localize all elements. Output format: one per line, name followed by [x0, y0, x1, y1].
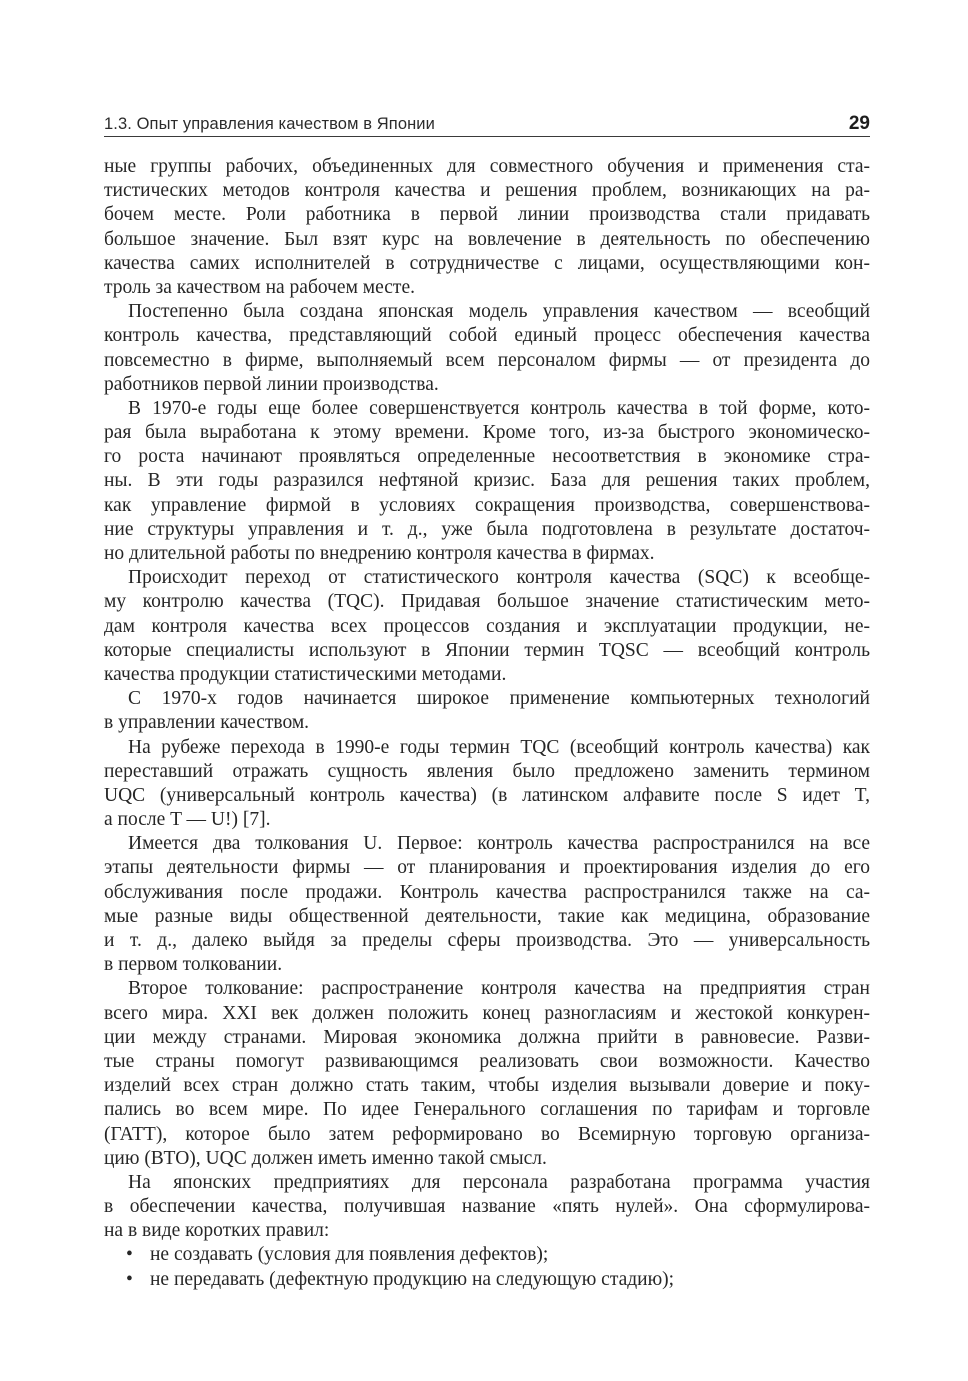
text-line: пались во всем мире. По идее Генерального соглашения по тарифам и торговле: [104, 1099, 870, 1121]
text-line: но длительной работы по внедрению контроля качества в фирмах.: [104, 543, 655, 564]
text-line: в первом толковании.: [104, 954, 283, 976]
text-line: этапы деятельности фирмы — от планирования и проектирования изделия до его: [104, 857, 870, 879]
text-line: (ГАТТ), которое было затем реформировано во Всемирную торговую организа-: [104, 1123, 870, 1145]
text-line: работников первой линии производства.: [104, 373, 439, 395]
text-line: ние структуры управления и т. д., уже была подготовлена в результате достаточ-: [104, 518, 870, 540]
paragraph: [104, 736, 870, 833]
text-line: тистических методов контроля качества и решения проблем, возникающих на ра-: [104, 180, 870, 202]
paragraph: [104, 397, 870, 566]
text-line: на в виде коротких правил:: [104, 1220, 330, 1242]
text-line: UQC (универсальный контроль качества) (в латинском алфавите после S идет T,: [104, 784, 870, 806]
text-line: обслуживания после продажи. Контроль качества распространился также на са-: [104, 881, 870, 903]
text-line: На японских предприятиях для персонала разработана программа участия: [128, 1171, 870, 1193]
text-line: и т. д., далеко выйдя за пределы сферы производства. Это — универсальность: [104, 930, 870, 951]
text-line: в обеспечении качества, получившая название «пять нулей». Она сформулирова-: [104, 1196, 870, 1218]
text-line: Имеется два толкования U. Первое: контроль качества распространился на все: [128, 833, 870, 855]
bullet-icon: •: [126, 1244, 133, 1266]
text-line: дам контроля качества всех процессов создания и эксплуатации продукции, не-: [104, 615, 870, 637]
list-item: [104, 1268, 870, 1292]
paragraph: [104, 155, 870, 300]
text-line: го роста начинают проявляться определенные несоответствия в экономике стра-: [104, 446, 870, 468]
text-line: Второе толкование: распространение контроля качества на предприятия стран: [128, 978, 870, 1000]
text-line: рая была выработана к этому времени. Кроме того, из-за быстрого экономическо-: [104, 422, 870, 444]
page-number: 29: [848, 113, 870, 134]
text-line: цию (ВТО), UQC должен иметь именно такой смысл.: [104, 1147, 547, 1169]
text-line: качества продукции статистическими методами.: [104, 663, 507, 685]
text-line: тые страны помогут развивающимся реализовать свои возможности. Качество: [104, 1050, 870, 1072]
text-line: Происходит переход от статистического контроля качества (SQC) к всеобще-: [128, 567, 870, 589]
running-header: [104, 113, 870, 137]
text-line: Постепенно была создана японская модель управления качеством — всеобщий: [128, 301, 870, 323]
text-line: а после T — U!) [7].: [104, 809, 271, 831]
paragraph: [104, 687, 870, 735]
text-line: бочем месте. Роли работника в первой линии производства стали придавать: [104, 204, 870, 226]
text-line: С 1970-х годов начинается широкое применение компьютерных технологий: [128, 688, 870, 710]
text-line: В 1970-е годы еще более совершенствуется контроль качества в той форме, кото-: [128, 397, 870, 419]
running-title: 1.3. Опыт управления качеством в Японии: [104, 115, 435, 133]
text-line: всего мира. XXI век должен положить конец разногласиям и жестокой конкурен-: [104, 1002, 870, 1024]
paragraph: [104, 832, 870, 977]
bullet-list: [104, 1243, 870, 1291]
bullet-icon: •: [126, 1268, 133, 1290]
text-line: большое значение. Был взят курс на вовлечение в деятельность по обеспечению: [104, 228, 870, 250]
text-line: как управление фирмой в условиях сокращения производства, совершенствова-: [104, 494, 870, 516]
paragraph: [104, 566, 870, 687]
text-line: На рубеже перехода в 1990-е годы термин TQC (всеобщий контроль качества) как: [128, 736, 870, 758]
text-line: качества самих исполнителей в сотрудничестве с лицами, осуществляющими кон-: [104, 252, 870, 274]
text-line: троль за качеством на рабочем месте.: [104, 276, 415, 298]
paragraph: [104, 300, 870, 397]
text-line: в управлении качеством.: [104, 712, 310, 734]
text-line: изделий всех стран должно стать таким, чтобы изделия вызывали доверие и поку-: [104, 1075, 870, 1097]
list-item: [104, 1243, 870, 1267]
text-line: переставший отражать сущность явления было предложено заменить термином: [104, 760, 870, 782]
text-line: ные группы рабочих, объединенных для совместного обучения и применения ста-: [104, 156, 870, 177]
text-line: ции между странами. Мировая экономика должна прийти в равновесие. Разви-: [104, 1026, 870, 1048]
text-line: повсеместно в фирме, выполняемый всем персоналом фирмы — от президента до: [104, 349, 870, 371]
text-line: которые специалисты используют в Японии термин TQSC — всеобщий контроль: [104, 639, 870, 661]
paragraph: [104, 1171, 870, 1244]
list-item-text: не создавать (условия для появления дефектов);: [150, 1244, 549, 1266]
text-line: контроль качества, представляющий собой единый процесс обеспечения качества: [104, 325, 870, 347]
text-line: мые разные виды общественной деятельности, такие как медицина, образование: [104, 905, 870, 927]
list-item-text: не передавать (дефектную продукцию на следующую стадию);: [150, 1268, 675, 1290]
text-line: му контролю качества (TQC). Придавая большое значение статистическим мето-: [104, 591, 870, 613]
text-line: ны. В эти годы разразился нефтяной кризис. База для решения таких проблем,: [104, 470, 870, 492]
text-body: [104, 155, 870, 1292]
paragraph: [104, 977, 870, 1171]
